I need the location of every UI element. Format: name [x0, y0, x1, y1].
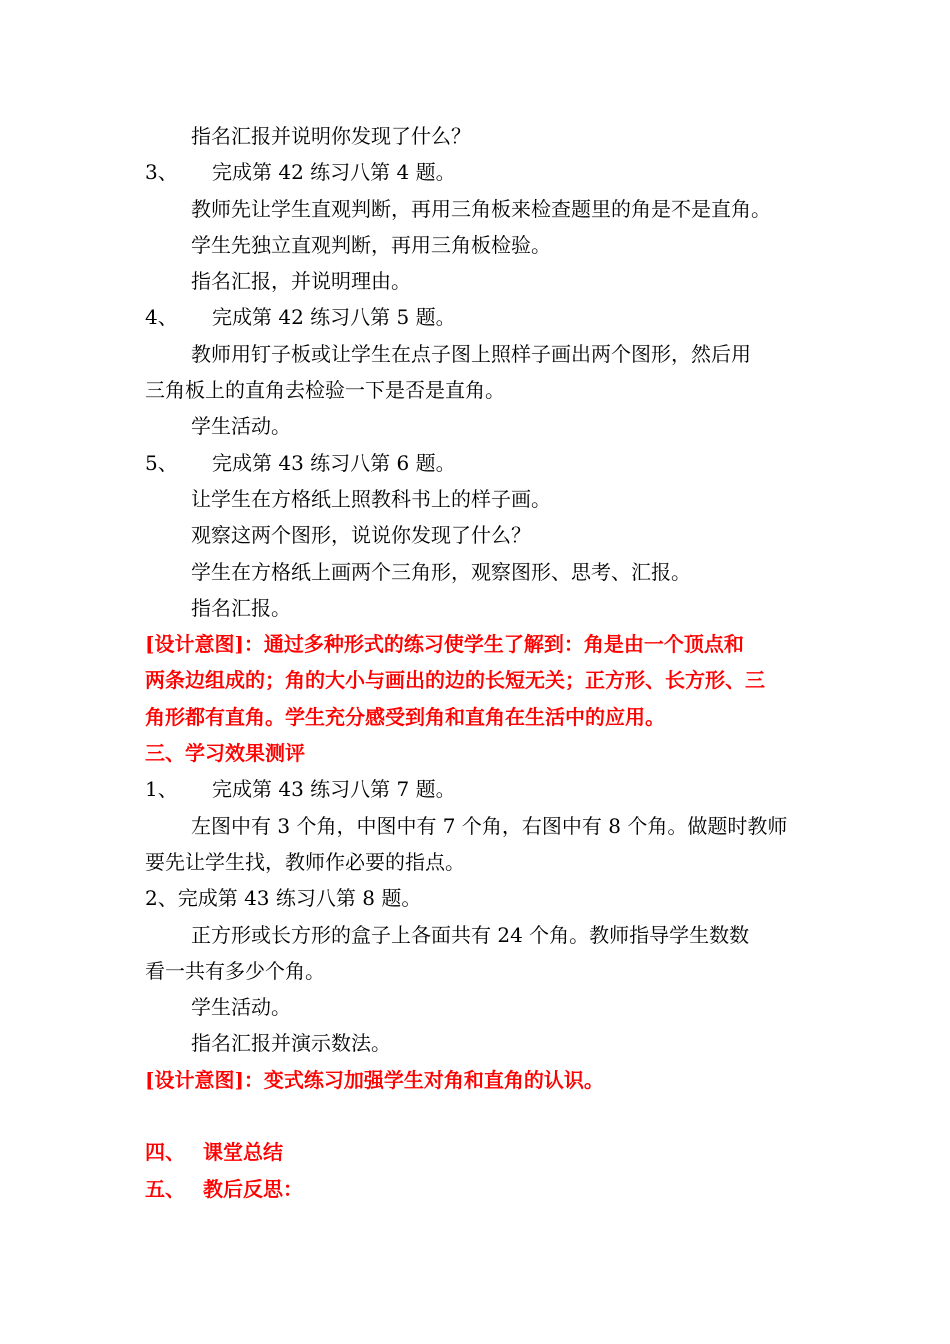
list-item-2: 2、完成第 43 练习八第 8 题。 [145, 886, 422, 911]
section-heading: 三、学习效果测评 [145, 741, 305, 766]
document-body [145, 118, 810, 1207]
section-title: 教后反思： [203, 1176, 303, 1201]
paragraph: 学生在方格纸上画两个三角形，观察图形、思考、汇报。 [191, 559, 691, 584]
list-number: 5、 [145, 450, 178, 475]
list-number: 1、 [145, 777, 178, 802]
paragraph: 教师用钉子板或让学生在点子图上照样子画出两个图形，然后用 [191, 341, 751, 366]
list-text: 完成第 43 练习八第 7 题。 [212, 777, 456, 802]
design-intent-note-continued: 两条边组成的；角的大小与画出的边的长短无关；正方形、长方形、三 [145, 668, 765, 693]
paragraph: 观察这两个图形，说说你发现了什么？ [191, 523, 531, 548]
design-intent-note-continued: 角形都有直角。学生充分感受到角和直角在生活中的应用。 [145, 704, 665, 729]
design-intent-note: [设计意图]：变式练习加强学生对角和直角的认识。 [145, 1067, 604, 1092]
list-item-1 [145, 771, 810, 807]
blank-line [145, 1098, 810, 1134]
paragraph: 学生活动。 [191, 414, 291, 439]
paragraph: 教师先让学生直观判断，再用三角板来检查题里的角是不是直角。 [191, 196, 771, 221]
design-intent-note: [设计意图]：通过多种形式的练习使学生了解到：角是由一个顶点和 [145, 632, 744, 657]
paragraph: 学生先独立直观判断，再用三角板检验。 [191, 232, 551, 257]
list-text: 完成第 42 练习八第 4 题。 [212, 160, 456, 185]
paragraph-continued: 三角板上的直角去检验一下是否是直角。 [145, 378, 505, 403]
paragraph: 指名汇报并演示数法。 [191, 1031, 391, 1056]
list-item-3 [145, 154, 810, 190]
list-number: 4、 [145, 305, 178, 330]
section-title: 课堂总结 [203, 1140, 283, 1165]
section-heading [145, 1171, 810, 1207]
list-number: 3、 [145, 160, 178, 185]
paragraph: 指名汇报，并说明理由。 [191, 269, 411, 294]
paragraph: 指名汇报。 [191, 595, 291, 620]
section-heading [145, 1134, 810, 1170]
paragraph: 正方形或长方形的盒子上各面共有 24 个角。教师指导学生数数 [191, 922, 750, 947]
section-number: 四、 [145, 1140, 185, 1165]
list-item-5 [145, 445, 810, 481]
list-item-4 [145, 299, 810, 335]
paragraph: 学生活动。 [191, 995, 291, 1020]
list-text: 完成第 43 练习八第 6 题。 [212, 450, 456, 475]
paragraph: 指名汇报并说明你发现了什么？ [191, 124, 471, 148]
paragraph: 让学生在方格纸上照教科书上的样子画。 [191, 486, 551, 511]
list-text: 完成第 42 练习八第 5 题。 [212, 305, 456, 330]
paragraph-continued: 看一共有多少个角。 [145, 958, 325, 983]
paragraph-continued: 要先让学生找，教师作必要的指点。 [145, 849, 465, 874]
paragraph: 左图中有 3 个角，中图中有 7 个角，右图中有 8 个角。做题时教师 [191, 813, 788, 838]
section-number: 五、 [145, 1176, 185, 1201]
